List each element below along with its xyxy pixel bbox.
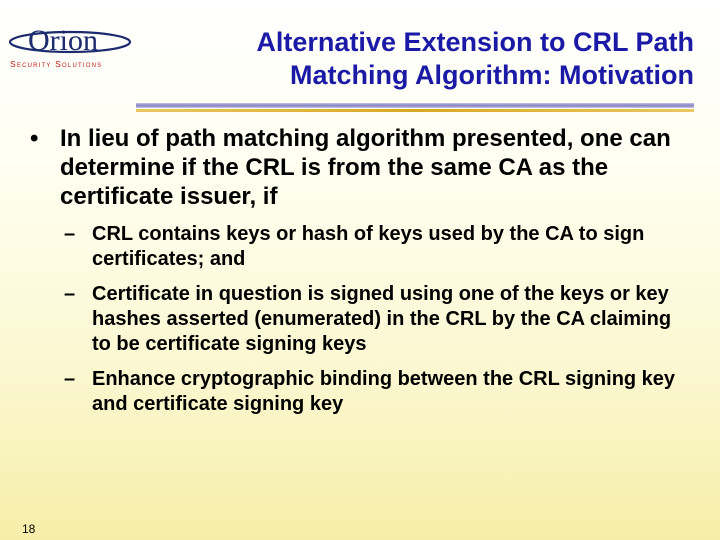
sub-bullet — [64, 367, 684, 417]
logo-brand-text: Orion — [28, 24, 98, 57]
sub-bullet-list — [64, 222, 684, 427]
sub-bullet-text: Certificate in question is signed using one of the keys or key hashes asserted (enumerated) in the CRL by the CA claiming to be certificate signing keys — [92, 283, 672, 355]
sub-bullet-text: Enhance cryptographic binding between the CRL signing key and certificate signing key — [92, 368, 676, 415]
sub-bullet-text: CRL contains keys or hash of keys used by the CA to sign certificates; and — [92, 223, 645, 270]
orion-logo — [6, 16, 136, 74]
page-number: 18 — [22, 522, 36, 536]
sub-bullet-marker: – — [64, 368, 76, 390]
title-divider — [136, 103, 694, 108]
title-divider-accent — [136, 109, 694, 112]
sub-bullet-marker: – — [64, 283, 76, 305]
slide-title-line-1: Alternative Extension to CRL Path — [256, 27, 694, 57]
main-bullet — [30, 124, 702, 211]
sub-bullet — [64, 282, 684, 357]
bullet-marker: • — [30, 125, 39, 152]
logo-tagline-text: Security Solutions — [10, 59, 103, 69]
sub-bullet — [64, 222, 684, 272]
main-bullet-text: In lieu of path matching algorithm presented, one can determine if the CRL is from the same CA as the certificate issuer, if — [60, 125, 671, 210]
slide-title — [134, 26, 694, 92]
slide-title-line-2: Matching Algorithm: Motivation — [290, 60, 694, 90]
orion-logo-graphic — [6, 16, 136, 74]
sub-bullet-marker: – — [64, 223, 76, 245]
